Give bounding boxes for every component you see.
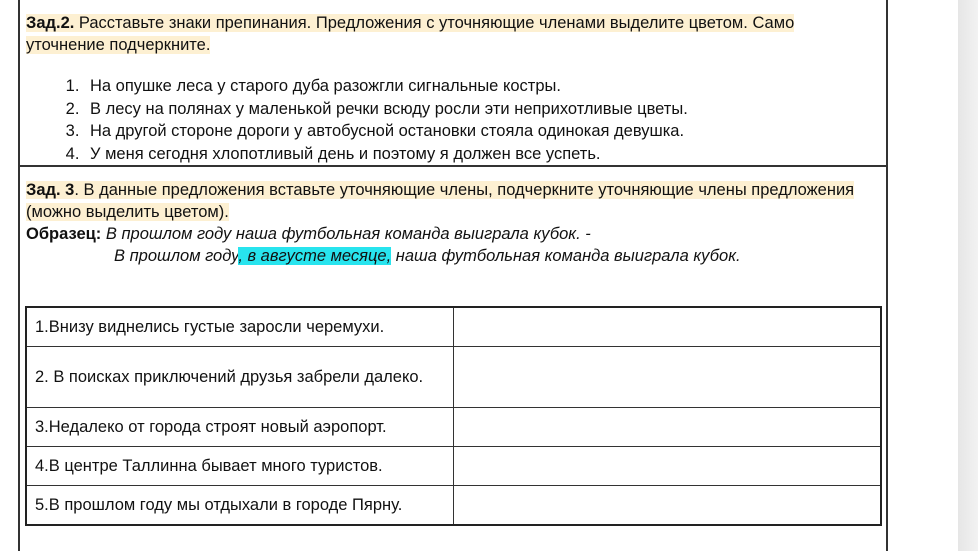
task2-heading xyxy=(26,12,876,56)
table-row xyxy=(26,486,881,526)
exercise-table xyxy=(25,306,882,526)
task2-block xyxy=(20,0,886,167)
task2-highlight xyxy=(26,14,794,54)
task2-instruction: Расставьте знаки препинания. Предложения с уточняющие членами выделите цветом. Само уточнение подчеркните. xyxy=(26,14,795,54)
task3-block xyxy=(26,179,876,267)
sentence-cell: 5.В прошлом году мы отдыхали в городе Пярну. xyxy=(26,486,454,526)
list-item: 1. На опушке леса у старого дуба разожгли сигнальные костры. xyxy=(84,75,874,98)
table-row xyxy=(26,347,881,408)
answer-cell[interactable] xyxy=(454,347,882,408)
answer-cell[interactable] xyxy=(454,447,882,486)
task2-label: Зад.2. xyxy=(26,14,75,32)
answer-cell[interactable] xyxy=(454,307,882,347)
list-item: 3. На другой стороне дороги у автобусной остановки стояла одинокая девушка. xyxy=(84,120,874,143)
sample-answer-end: наша футбольная команда выиграла кубок. xyxy=(391,247,741,265)
task3-highlight xyxy=(26,181,854,221)
page-edge xyxy=(958,0,978,551)
table-row xyxy=(26,307,881,347)
sentence-cell: 1.Внизу виднелись густые заросли черемухи. xyxy=(26,307,454,347)
sentence-cell: 3.Недалеко от города строят новый аэропорт. xyxy=(26,408,454,447)
list-item: 2. В лесу на полянах у маленькой речки всюду росли эти неприхотливые цветы. xyxy=(84,98,874,121)
sample-sentence: В прошлом году наша футбольная команда выиграла кубок. - xyxy=(101,225,591,243)
table-row xyxy=(26,447,881,486)
task3-instruction: . В данные предложения вставьте уточняющие члены, подчеркните уточняющие члены предложения (можно выделить цветом). xyxy=(26,181,855,221)
task3-label: Зад. 3 xyxy=(26,181,75,199)
answer-cell[interactable] xyxy=(454,486,882,526)
sentence-cell: 4.В центре Таллинна бывает много туристов. xyxy=(26,447,454,486)
sentence-cell: 2. В поисках приключений друзья забрели далеко. xyxy=(26,347,454,408)
sample-answer-start: В прошлом году xyxy=(114,247,239,265)
sample-line-2 xyxy=(26,245,876,267)
task2-sentence-list xyxy=(20,75,874,165)
sample-line-1 xyxy=(26,223,876,245)
list-item: 4. У меня сегодня хлопотливый день и поэтому я должен все успеть. xyxy=(84,143,874,166)
sample-label: Образец: xyxy=(26,225,102,243)
table-row xyxy=(26,408,881,447)
answer-cell[interactable] xyxy=(454,408,882,447)
sample-answer-highlight: , в августе месяце, xyxy=(238,247,392,265)
